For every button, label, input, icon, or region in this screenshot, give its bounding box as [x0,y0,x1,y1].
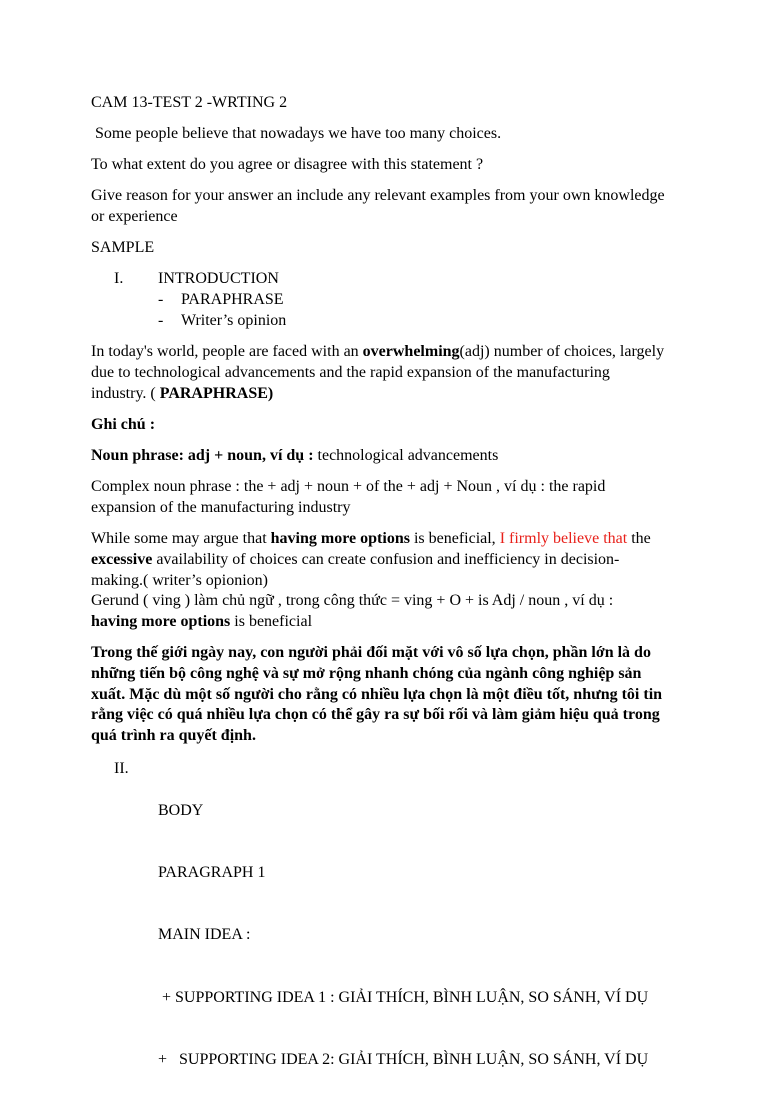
list-dash: - [158,312,164,329]
paragraph-line: Complex noun phrase : the + adj + noun + of the + adj + Noun , ví dụ : the rapid [91,478,606,495]
paragraph-line: những tiến bộ công nghệ và sự mở rộng nhanh chóng của ngành công nghiệp sản [91,664,642,682]
intro-number: I. [114,270,124,287]
paragraph-line: rằng việc có quá nhiều lựa chọn có thể gây ra sự bối rối và làm giảm hiệu quả trong [91,706,660,724]
supporting-idea-2: + SUPPORTING IDEA 2: GIẢI THÍCH, BÌNH LUẬN, SO SÁNH, VÍ DỤ [158,1051,649,1069]
intro-heading: INTRODUCTION [158,270,279,287]
paragraph-line [91,384,691,405]
bold-word: excessive [91,550,153,568]
text-run: industry. ( [91,384,160,402]
prompt-instruction [91,186,711,228]
text-run: availability of choices can create confusion and inefficiency in decision- [152,550,620,568]
text-run: While some may argue that [91,530,271,547]
paragraph-line [91,342,691,363]
body-outline-text [158,759,718,1113]
text-run: (adj) number of choices, largely [459,343,665,360]
list-dash: - [158,291,164,308]
paragraph-intro [91,342,691,404]
paragraph-line: Trong thế giới ngày nay, con người phải đối mặt với vô số lựa chọn, phần lớn là do [91,644,651,661]
body-heading: BODY [158,801,204,819]
noun-phrase-note [91,446,691,467]
paragraph-line: quá trình ra quyết định. [91,727,256,745]
paragraph-line: due to technological advancements and the rapid expansion of the manufacturing [91,363,610,381]
text-run: is beneficial, [409,530,500,547]
vietnamese-translation [91,643,691,747]
paragraph-line [91,550,691,571]
bold-word: having more options [270,530,410,547]
paragraph-line [91,529,691,550]
paragraph-line: Gerund ( ving ) làm chủ ngữ , trong công thức = ving + O + is Adj / noun , ví dụ : [91,592,614,610]
paragraph-heading: PARAGRAPH 1 [158,863,266,881]
paragraph-line [91,612,691,633]
prompt-statement: Some people believe that nowadays we have too many choices. [91,125,502,142]
text-run: the [627,530,651,547]
highlighted-phrase: I firmly believe that [499,530,628,547]
paragraph-line: xuất. Mặc dù một số người cho rằng có nhiều lựa chọn là một điều tốt, nhưng tôi tin [91,685,663,703]
paragraph-line: expansion of the manufacturing industry [91,498,351,516]
paragraph-line: making.( writer’s opionion) [91,571,269,589]
text-run: is beneficial [230,613,313,631]
bold-word: Noun phrase: adj + noun, ví dụ : [91,447,314,464]
supporting-idea-1: + SUPPORTING IDEA 1 : GIẢI THÍCH, BÌNH LUẬN, SO SÁNH, VÍ DỤ [158,988,649,1006]
main-idea-label: MAIN IDEA : [158,926,251,944]
body-number: II. [114,760,129,777]
text-run: technological advancements [313,447,499,464]
bold-word: PARAPHRASE) [159,384,274,402]
prompt-instruction-line: or experience [91,207,178,225]
prompt-question: To what extent do you agree or disagree with this statement ? [91,156,484,173]
complex-noun-phrase-note [91,477,691,519]
intro-item-paraphrase: PARAPHRASE [181,291,284,308]
text-run: In today's world, people are faced with an [91,343,363,360]
bold-word: overwhelming [362,343,460,360]
sample-heading: SAMPLE [91,239,155,256]
document-title: CAM 13-TEST 2 -WRTING 2 [91,94,288,111]
bold-word: having more options [91,613,231,631]
note-label: Ghi chú : [91,416,156,433]
paragraph-opinion [91,529,691,633]
intro-item-opinion: Writer’s opinion [181,312,287,329]
prompt-instruction-line: Give reason for your answer an include any relevant examples from your own knowledge [91,187,665,204]
